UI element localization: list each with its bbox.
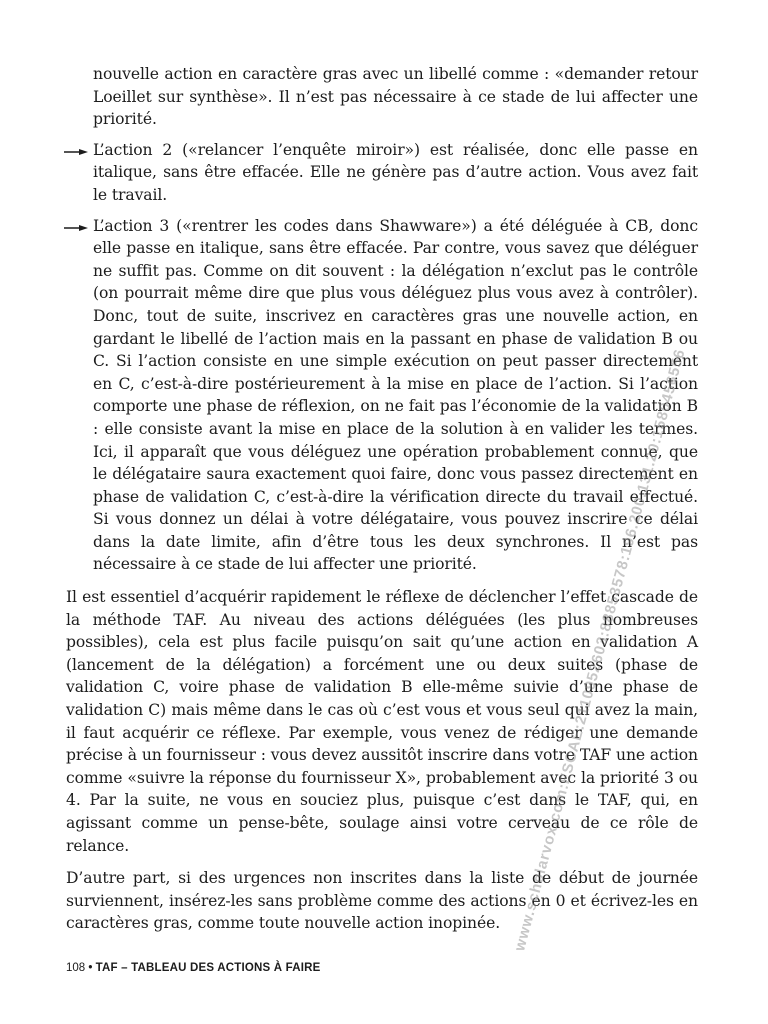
arrow-bullet-icon (64, 224, 90, 232)
page-footer (66, 962, 321, 974)
body-paragraph: Il est essentiel d’acquérir rapidement le réflexe de déclencher l’effet cascade de la méthode TAF. Au niveau des actions déléguées (les plus nombreuses possibles), cela est plus facile puisqu’on sait qu’une action en validation A (lancement de la délégation) a forcément une ou deux suites (phase de validation C, voire phase de validation B elle-même suivie d’une phase de validation C) mais même dans le cas où c’est vous et vous seul qui avez la main, il faut acquérir ce réflexe. Par exemple, vous venez de rédiger une demande précise à un fournisseur : vous devez aussitôt inscrire dans votre TAF une action comme «suivre la réponse du fournisseur X», probablement avec la priorité 3 ou 4. Par la suite, ne vous en souciez plus, puisque c’est dans le TAF, qui, en agissant comme un pense-bête, soulage ainsi votre cerveau de ce rôle de relance. (66, 588, 698, 855)
continuation-paragraph: nouvelle action en caractère gras avec un libellé comme : «demander retour Loeillet sur synthèse». Il n’est pas nécessaire à ce stade de lui affecter une priorité. (93, 65, 698, 129)
arrow-bullet-icon (64, 148, 90, 156)
bullet-text: L’action 2 («relancer l’enquête miroir») est réalisée, donc elle passe en italique, sans être effacée. Elle ne génère pas d’autre action. Vous avez fait le travail. (93, 140, 698, 204)
body-paragraph: D’autre part, si des urgences non inscrites dans la liste de début de journée surviennent, insérez-les sans problème comme des actions en 0 et écrivez-les en caractères gras, comme toute nouvelle action inopinée. (66, 869, 698, 933)
body-text (66, 63, 698, 935)
bullet-item (66, 139, 698, 207)
bullet-text: L’action 3 («rentrer les codes dans Shawware») a été déléguée à CB, donc elle passe en italique, sans être effacée. Par contre, vous savez que déléguer ne suffit pas. Comme on dit souvent : la délégation n’exclut pas le contrôle (on pourrait même dire que plus vous déléguez plus vous avez à contrôler). Donc, tout de suite, inscrivez en caractères gras une nouvelle action, en gardant le libellé de l’action mais en la passant en phase de validation B ou C. Si l’action consiste en une simple exécution on peut passer directement en C, c’est-à-dire postérieurement à la mise en place de l’action. Si l’action comporte une phase de réflexion, on ne fait pas l’économie de la validation B : elle consiste avant la mise en place de la solution à en valider les termes. Ici, il apparaît que vous déléguez une opération probablement connue, que le délégataire saura exactement quoi faire, donc vous passez directement en phase de validation C, c’est-à-dire la vérification directe du travail effectué. Si vous donnez un délai à votre délégataire, vous pouvez inscrire ce délai dans la date limite, afin d’être tous les deux synchrones. Il n’est pas nécessaire à ce stade de lui affecter une priorité. (93, 216, 698, 574)
bullet-item (66, 215, 698, 577)
watermark: www.scholarvox.com:ESCAE:2110952603:88853578:196.200.131.20:1580456556 (511, 347, 689, 953)
footer-separator: • (88, 962, 93, 974)
page-number: 108 (66, 962, 86, 974)
running-title: TAF – TABLEAU DES ACTIONS À FAIRE (95, 962, 321, 974)
